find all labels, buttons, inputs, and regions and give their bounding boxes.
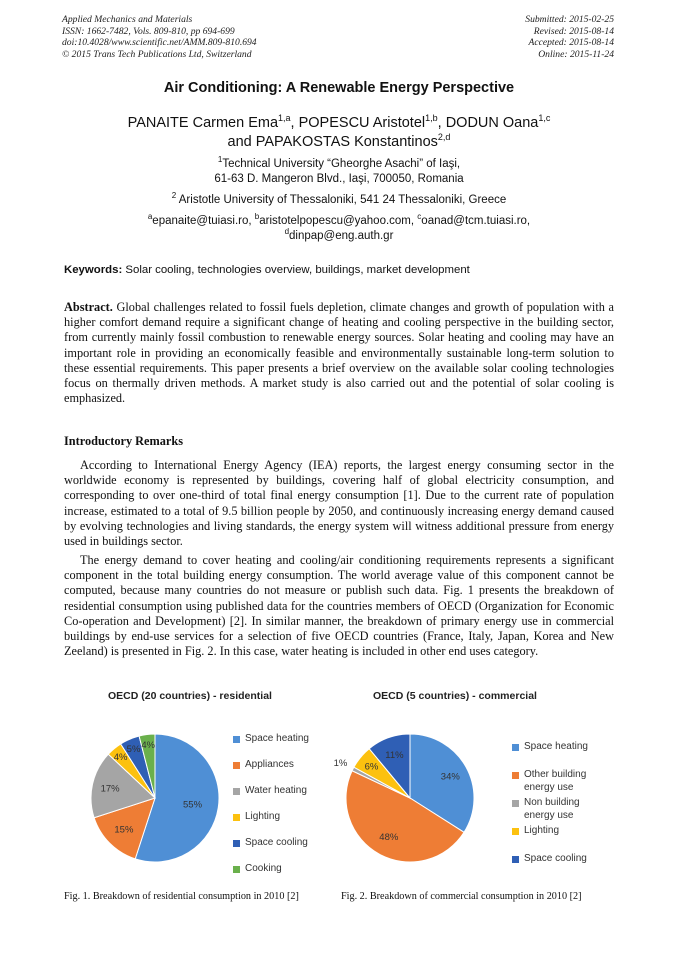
chart2-legend-label: Other building [524,769,587,780]
chart1-label-0: 55% [183,799,203,811]
copyright-line: © 2015 Trans Tech Publications Ltd, Switzerland [62,48,252,60]
chart2-legend-label: Space heating [524,741,588,752]
aff1-line1: Technical University “Gheorghe Asachi” of Iaşi, [222,158,461,170]
chart2-legend-label: Lighting [524,825,560,836]
paragraph-1: According to International Energy Agency (IEA) reports, the largest energy consuming sector in the worldwide economy is represented by buildings, covering half of global electricity consumption, and corresponding to over one-third of total final energy consumption [1]. Due to the current rate of population increase, estimated to a total of 9.5 billion people by 2050, and continuously increasing energy demand caused by evolving technologies and living standards, the energy system will witness additional pressure from energy used in buildings sector. [64,458,614,549]
author-3: , DODUN Oana [437,115,539,131]
authors-line-1 [0,114,678,132]
chart1-legend-label: Space cooling [245,837,308,848]
chart2-legend-swatch [512,828,519,835]
chart1-label-5: 4% [141,739,156,751]
author-2-sup: 1,b [425,113,438,123]
section-heading: Introductory Remarks [64,434,183,448]
author-4: and PAPAKOSTAS Konstantinos [227,134,438,150]
chart1-label-1: 15% [114,824,134,836]
chart1-legend-swatch [233,814,240,821]
affiliation-2 [0,193,678,208]
email-d-sup: d [284,227,290,236]
email-c-sup: c [417,212,422,221]
keywords-text: Solar cooling, technologies overview, buildings, market development [122,264,470,276]
chart1-legend-swatch [233,762,240,769]
author-4-sup: 2,d [437,132,451,142]
chart2-legend-label: Space cooling [524,853,587,864]
email-a: epanaite@tuiasi.ro, [152,215,255,227]
figure-1-caption: Fig. 1. Breakdown of residential consumption in 2010 [2] [64,891,299,902]
keywords-label: Keywords: [64,264,123,276]
accepted-date: Accepted: 2015-08-14 [528,37,614,49]
abstract-text: Global challenges related to fossil fuels depletion, climate changes and growth of population with a higher comfort demand require a significant change of heating and cooling perspective in the building sector, from currently mainly fossil combustion to renewable energy sources. Solar heating and cooling may have an important role in providing an economically feasible and environmentally sustainable long-term solution to these essential requirements. This paper presents a brief overview on the available solar cooling technologies focus on thermally driven methods. A market study is also carried out and the potential of solar cooling is emphasized. [64,300,614,406]
chart1-legend-swatch [233,866,240,873]
journal-header-left [62,14,257,60]
chart1-legend-label: Water heating [245,785,307,796]
aff2-sup: 2 [171,191,177,200]
journal-name: Applied Mechanics and Materials [62,14,193,25]
chart1-pie [80,718,230,878]
chart1-label-4: 5% [126,743,141,755]
submitted-date: Submitted: 2015-02-25 [525,14,614,25]
chart1-legend-swatch [233,788,240,795]
email-b-sup: b [254,212,260,221]
chart1-legend-label: Lighting [245,811,281,822]
issn-line: ISSN: 1662-7482, Vols. 809-810, pp 694-699 [62,25,235,37]
chart2-legend-label: Non building [524,797,580,808]
chart2-label-3: 6% [364,761,379,773]
aff2-text: Aristotle University of Thessaloniki, 541 24 Thessaloniki, Greece [176,194,507,206]
chart1-legend [233,733,333,883]
chart2-legend-swatch [512,772,519,779]
chart1-legend-label: Cooking [245,863,282,874]
chart1-legend-label: Appliances [245,759,294,770]
chart1-label-3: 4% [113,751,128,763]
affiliation-1 [0,157,678,187]
paper-title: Air Conditioning: A Renewable Energy Perspective [163,80,515,96]
aff1-line2: 61-63 D. Mangeron Blvd., Iaşi, 700050, Romania [214,173,464,185]
author-1: PANAITE Carmen Ema [127,115,279,131]
chart2-legend [512,741,612,881]
chart2-legend-swatch [512,800,519,807]
figure-2-caption: Fig. 2. Breakdown of commercial consumption in 2010 [2] [341,891,582,902]
chart1-legend-swatch [233,840,240,847]
chart2-label-2: 1% [333,758,348,770]
abstract-label: Abstract. [64,300,113,314]
chart1-title: OECD (20 countries) - residential [108,690,272,702]
author-emails [0,214,678,244]
author-2: , POPESCU Aristotel [290,115,426,131]
chart2-label-1: 48% [379,832,399,844]
chart2-label-4: 11% [385,750,404,762]
doi-line: doi:10.4028/www.scientific.net/AMM.809-810.694 [62,37,257,49]
chart1-legend-swatch [233,736,240,743]
keywords [64,264,470,276]
revised-date: Revised: 2015-08-14 [533,25,614,37]
journal-header-right [525,14,614,60]
chart2-legend-swatch [512,856,519,863]
online-date: Online: 2015-11-24 [538,48,614,60]
chart2-label-0: 34% [440,771,460,783]
chart2-legend-label: energy use [524,782,574,793]
chart2-legend-label: energy use [524,810,574,821]
authors-line-2 [0,133,678,151]
chart2-title: OECD (5 countries) - commercial [373,690,537,702]
email-a-sup: a [147,212,153,221]
chart1-label-2: 17% [100,783,120,795]
email-c: oanad@tcm.tuiasi.ro, [421,215,531,227]
aff1-sup: 1 [217,155,223,164]
chart2-pie [320,718,500,878]
abstract [64,300,614,406]
author-3-sup: 1,c [538,113,551,123]
author-1-sup: 1,a [278,113,291,123]
chart2-legend-swatch [512,744,519,751]
email-d: dinpap@eng.auth.gr [289,230,394,242]
paragraph-2: The energy demand to cover heating and cooling/air conditioning requirements represents a significant component in the total building energy consumption. The world average value of this component cannot be computed, because many countries do not measure or publish such data. Fig. 1 presents the breakdown of residential consumption using published data for the countries members of OECD (Organization for Economic Co-operation and Development) [2]. In similar manner, the breakdown of primary energy use in commercial buildings by end-use services for a selection of five OECD countries (France, Italy, Japan, Korea and New Zeeland) is presented in Fig. 2. In this case, water heating is included in other end uses category. [64,553,614,659]
email-b: aristotelpopescu@yahoo.com, [259,215,418,227]
chart1-legend-label: Space heating [245,733,309,744]
